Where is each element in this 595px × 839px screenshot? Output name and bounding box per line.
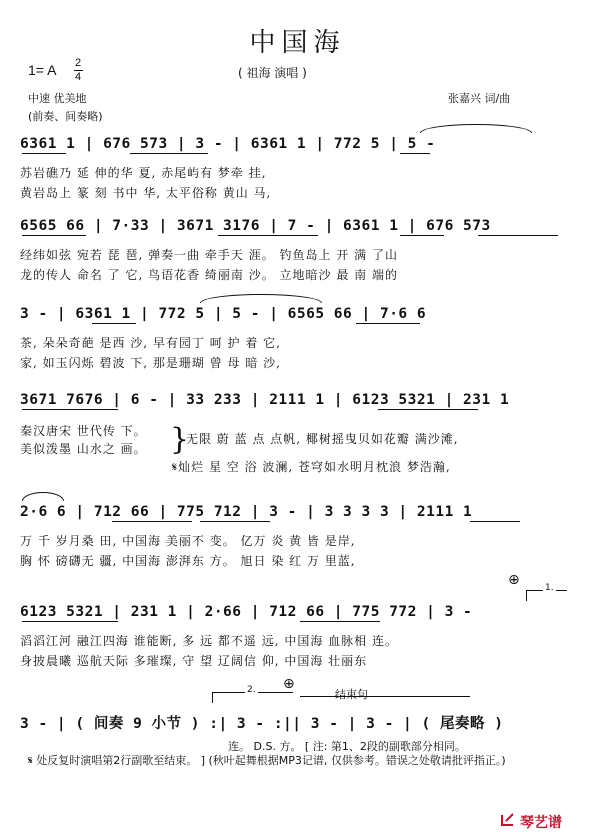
coda-label: 结束句 [335,688,368,701]
final-lyric-note: 连。 D.S. 方。 [ 注: 第1、2段的副歌部分相同。 [228,740,466,753]
time-signature [72,58,84,83]
notation-line-5: 2·6 6 | 712 66 | 775 712 | 3 - | 3 3 3 3 | 2111 1 [20,504,473,520]
qinyipu-logo-icon [500,812,516,828]
notation-line-1: 6361 1 | 676 573 | 3 - | 6361 1 | 772 5 | 5 - [20,136,436,152]
singer-credit: ( 祖海 演唱 ) [238,66,307,80]
watermark-text: 琴艺谱 [520,814,562,830]
notation-line-4: 3671 7676 | 6 - | 33 233 | 2111 1 | 6123 5321 | 231 1 [20,392,510,408]
lyric-line-5a: 万 千 岁月桑 田, 中国海 美丽不 变。 亿万 炎 黄 皆 是岸, [20,534,356,548]
key-signature: 1= A [28,62,57,78]
chorus-line-2-text: 灿烂 星 空 浴 波澜, 苍穹如水明月枕浪 梦浩瀚, [178,460,451,474]
time-top: 2 [74,57,82,69]
lyric-line-4a: 秦汉唐宋 世代传 下。 [20,424,147,438]
author-credit: 张嘉兴 词/曲 [448,92,511,105]
lyric-line-2b: 龙的传人 命名 了 它, 鸟语花香 绮丽南 沙。 立地暗沙 最 南 端的 [20,268,398,282]
chorus-brace: } [170,422,190,457]
lyric-line-3b: 家, 如玉闪烁 碧波 下, 那是珊瑚 曾 母 暗 沙, [20,356,281,370]
lyric-line-1a: 苏岩礁乃 延 伸的华 夏, 赤尾屿有 梦牵 挂, [20,166,267,180]
notation-line-7: 3 - | ( 间奏 9 小节 ) :| 3 - :|| 3 - | 3 - | ( 尾奏略 ) [20,716,504,732]
footnote: 𝄋 处反复时演唱第2行副歌至结束。 ] (秋叶起舞根据MP3记谱, 仅供参考。错误之处敬请批评指正。) [28,754,506,767]
notation-line-3: 3 - | 6361 1 | 772 5 | 5 - | 6565 66 | 7·6 6 [20,306,427,322]
song-title: 中国海 [249,28,346,58]
lyric-line-2a: 经纬如弦 宛若 琵 琶, 弹奏一曲 牵手天 涯。 钓鱼岛上 开 满 了山 [20,248,398,262]
coda-sign-icon: ⊕ [508,572,520,588]
prelude-note: (前奏、间奏略) [28,110,103,123]
lyric-line-1b: 黄岩岛上 篆 刻 书中 华, 太平俗称 黄山 马, [20,186,272,200]
coda-sign-icon-2: ⊕ [283,676,295,692]
time-bottom: 4 [74,71,82,83]
volta-1-label: 1. [545,583,554,593]
chorus-line-1: 无限 蔚 蓝 点 点帆, 椰树摇曳贝如花瓣 满沙滩, [186,432,459,446]
lyric-line-5b: 胸 怀 磅礴无 疆, 中国海 澎湃东 方。 旭日 染 红 万 里蓝, [20,554,356,568]
lyric-line-6a: 滔滔江河 融江四海 谁能断, 多 远 都不遥 远, 中国海 血脉相 连。 [20,634,398,648]
lyric-line-3a: 茶, 朵朵奇葩 是西 沙, 早有园丁 呵 护 着 它, [20,336,281,350]
tempo-marking: 中速 优美地 [28,92,87,105]
lyric-line-6b: 身披晨曦 巡航天际 多璀璨, 守 望 辽阔信 仰, 中国海 壮丽东 [20,654,368,668]
chorus-line-2: 𝄋灿烂 星 空 浴 波澜, 苍穹如水明月枕浪 梦浩瀚, [172,460,451,474]
lyric-line-4b: 美似泼墨 山水之 画。 [20,442,147,456]
notation-line-2: 6565 66 | 7·33 | 3671 3176 | 7 - | 6361 1 | 676 573 [20,218,491,234]
volta-2-label: 2. [247,685,256,695]
notation-line-6: 6123 5321 | 231 1 | 2·66 | 712 66 | 775 772 | 3 - [20,604,473,620]
